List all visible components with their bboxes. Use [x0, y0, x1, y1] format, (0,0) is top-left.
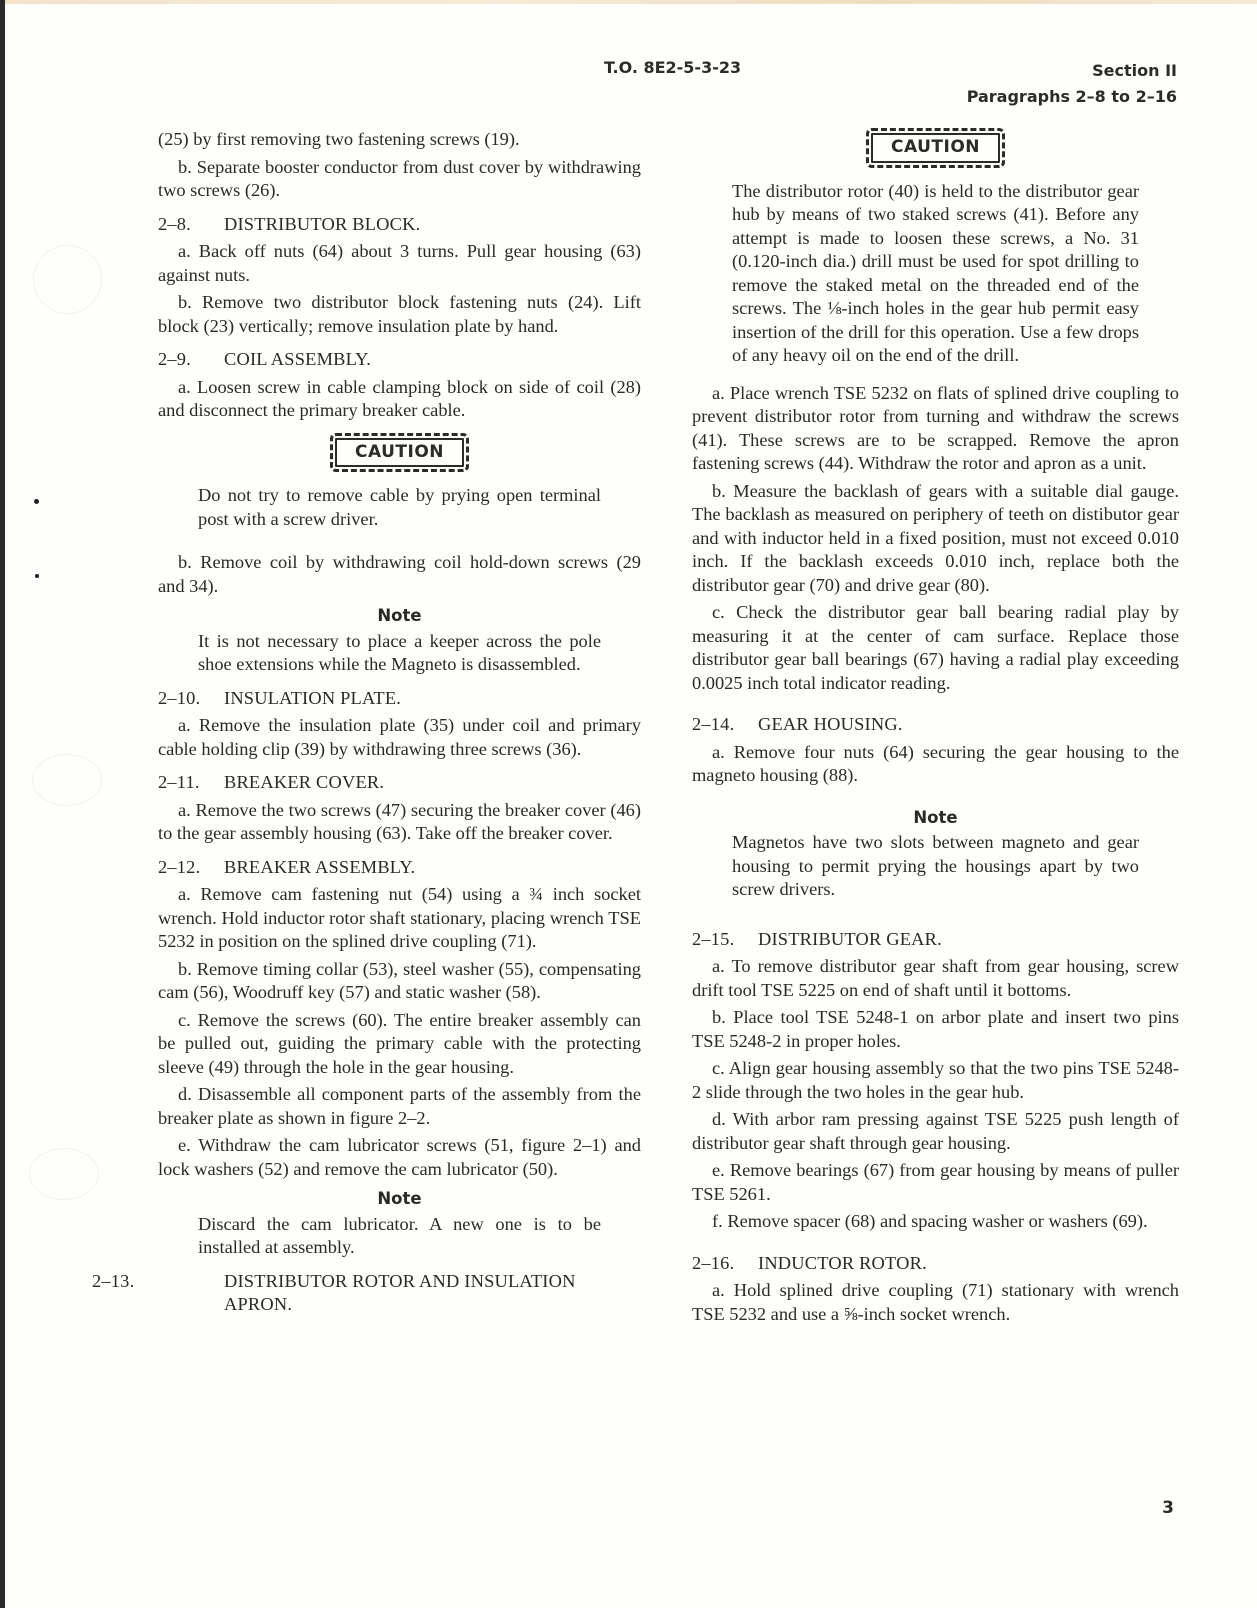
left-column [92, 128, 641, 1321]
note-label: Note [377, 606, 422, 625]
step-b: b. Remove two distributor block fastening nuts (24). Lift block (23) vertically; remove insulation plate by hand. [158, 292, 641, 336]
paragraph-number: 2–11. [158, 772, 200, 792]
paragraph-title: BREAKER COVER. [224, 772, 385, 792]
paragraph-title: DISTRIBUTOR GEAR. [758, 928, 942, 949]
ink-speck [34, 499, 39, 504]
step-a: a. Place wrench TSE 5232 on flats of splined drive coupling to prevent distributor rotor from turning and withdraw the screws (41). These screws are to be scrapped. Remove the apron fastening screws (44). Withdraw the rotor and apron as a unit. [692, 382, 1179, 473]
right-column [692, 128, 1179, 1330]
paragraph-number: 2–14. [692, 714, 735, 734]
paragraph-title: COIL ASSEMBLY. [224, 349, 372, 369]
step-b: b. Remove timing collar (53), steel washer (55), compensating cam (56), Woodruff key (57) and static washer (58). [158, 958, 641, 1002]
step-a: a. Back off nuts (64) about 3 turns. Pull gear housing (63) against nuts. [158, 241, 641, 285]
paragraph-range: Paragraphs 2–8 to 2–16 [966, 87, 1177, 106]
paragraph-heading-2-12 [158, 856, 641, 880]
paragraph-number: 2–8. [158, 213, 191, 234]
punch-hole-bottom [29, 1148, 99, 1200]
step-e: e. Withdraw the cam lubricator screws (51, figure 2–1) and lock washers (52) and remove the cam lubricator (50). [158, 1135, 641, 1179]
paragraph-title: INSULATION PLATE. [224, 687, 402, 708]
punch-hole-top [33, 245, 102, 314]
paragraph-number: 2–16. [692, 1252, 735, 1273]
page-top-edge-stain [0, 0, 1257, 4]
step-e: e. Remove bearings (67) from gear housing by means of puller TSE 5261. [692, 1160, 1179, 1204]
paragraph-heading-2-10 [158, 687, 641, 711]
step-a: a. Loosen screw in cable clamping block on side of coil (28) and disconnect the primary breaker cable. [158, 376, 641, 420]
paragraph-heading-2-8 [158, 213, 641, 237]
note-label: Note [377, 1189, 422, 1208]
binding-edge [0, 0, 5, 1608]
step-c: c. Align gear housing assembly so that the two pins TSE 5248-2 slide through the two holes in the gear hub. [692, 1058, 1179, 1102]
paragraph-heading-2-15 [692, 928, 1179, 952]
paragraph-title: DISTRIBUTOR ROTOR AND INSULATION APRON. [224, 1270, 576, 1314]
paragraph-number: 2–12. [158, 856, 201, 877]
paragraph-heading-2-13 [92, 1270, 641, 1317]
note-label: Note [913, 807, 958, 827]
step-b: b. Separate booster conductor from dust cover by withdrawing two screws (26). [158, 156, 641, 200]
step-a: a. Hold splined drive coupling (71) stationary with wrench TSE 5232 and use a ⅝-inch socket wrench. [692, 1280, 1179, 1324]
step-b: b. Measure the backlash of gears with a suitable dial gauge. The backlash as measured on periphery of teeth on distibutor gear and with inductor held in a fixed position, must not exceed 0.010 inch. If the backlash exceeds 0.010 inch, replace both the distributor gear (70) and drive gear (80). [692, 480, 1179, 595]
caution-banner [158, 433, 641, 473]
step-d: d. With arbor ram pressing against TSE 5225 push length of distributor gear shaft through gear housing. [692, 1109, 1179, 1153]
step-c: c. Check the distributor gear ball bearing radial play by measuring it at the center of cam surface. Replace those distributor gear ball bearings (67) having a radial play exceeding 0.0025 inch total indicator reading. [692, 602, 1179, 693]
step-c: c. Remove the screws (60). The entire breaker assembly can be pulled out, guiding the primary cable with the protecting sleeve (49) through the hole in the gear housing. [158, 1009, 641, 1077]
step-b: b. Place tool TSE 5248-1 on arbor plate and insert two pins TSE 5248-2 in proper holes. [692, 1007, 1179, 1051]
step-d: d. Disassemble all component parts of the assembly from the breaker plate as shown in figure 2–2. [158, 1084, 641, 1128]
step-f: f. Remove spacer (68) and spacing washer or washers (69). [712, 1211, 1148, 1231]
paragraph-heading-2-14 [692, 713, 1179, 737]
step-a: a. To remove distributor gear shaft from gear housing, screw drift tool TSE 5225 on end of shaft until it bottoms. [692, 956, 1179, 1000]
caution-label: CAUTION [330, 433, 469, 473]
paragraph-number: 2–10. [158, 687, 201, 708]
paragraph-number: 2–9. [158, 349, 191, 369]
paragraph-heading-2-16 [692, 1252, 1179, 1276]
paragraph-title: INDUCTOR ROTOR. [758, 1252, 927, 1273]
caution-banner [692, 128, 1179, 168]
step-a: a. Remove four nuts (64) securing the gear housing to the magneto housing (88). [692, 741, 1179, 785]
caution-text: The distributor rotor (40) is held to the distributor gear hub by means of two staked screws (41). Before any attempt is made to loosen these screws, a No. 31 (0.120-inch dia.) drill must be used for spot drilling to remove the staked metal on the threaded end of the screws. The ⅛-inch holes in the gear hub permit easy insertion of the drill for this operation. Use a few drops of any heavy oil on the end of the drill. [732, 180, 1139, 365]
section-header [967, 58, 1177, 110]
step-b: b. Remove coil by withdrawing coil hold-down screws (29 and 34). [158, 552, 641, 596]
note-text: Discard the cam lubricator. A new one is to be installed at assembly. [198, 1213, 601, 1257]
punch-hole-middle [32, 754, 102, 806]
paragraph-heading-2-11 [158, 771, 641, 795]
paragraph-heading-2-9 [158, 348, 641, 372]
paragraph-number: 2–13. [92, 1270, 135, 1291]
document-number: T.O. 8E2-5-3-23 [604, 58, 742, 77]
section-label: Section II [1092, 61, 1177, 80]
caution-text: Do not try to remove cable by prying open terminal post with a screw driver. [198, 485, 601, 529]
paragraph-title: GEAR HOUSING. [758, 714, 903, 734]
step-a: a. Remove cam fastening nut (54) using a ¾ inch socket wrench. Hold inductor rotor shaft stationary, placing wrench TSE 5232 in position on the splined drive coupling (71). [158, 884, 641, 951]
step-a: a. Remove the insulation plate (35) under coil and primary cable holding clip (39) by withdrawing three screws (36). [158, 715, 641, 759]
paragraph-title: BREAKER ASSEMBLY. [224, 856, 416, 877]
ink-speck [35, 574, 39, 578]
continued-text: (25) by first removing two fastening screws (19). [158, 129, 520, 149]
note-text: It is not necessary to place a keeper across the pole shoe extensions while the Magneto is disassembled. [198, 630, 601, 674]
step-a: a. Remove the two screws (47) securing the breaker cover (46) to the gear assembly housing (63). Take off the breaker cover. [158, 799, 641, 843]
note-text: Magnetos have two slots between magneto and gear housing to permit prying the housings apart by two screw drivers. [732, 832, 1139, 899]
page-number: 3 [1162, 1498, 1174, 1518]
caution-label: CAUTION [866, 128, 1005, 168]
paragraph-title: DISTRIBUTOR BLOCK. [224, 213, 421, 234]
paragraph-number: 2–15. [692, 928, 735, 949]
